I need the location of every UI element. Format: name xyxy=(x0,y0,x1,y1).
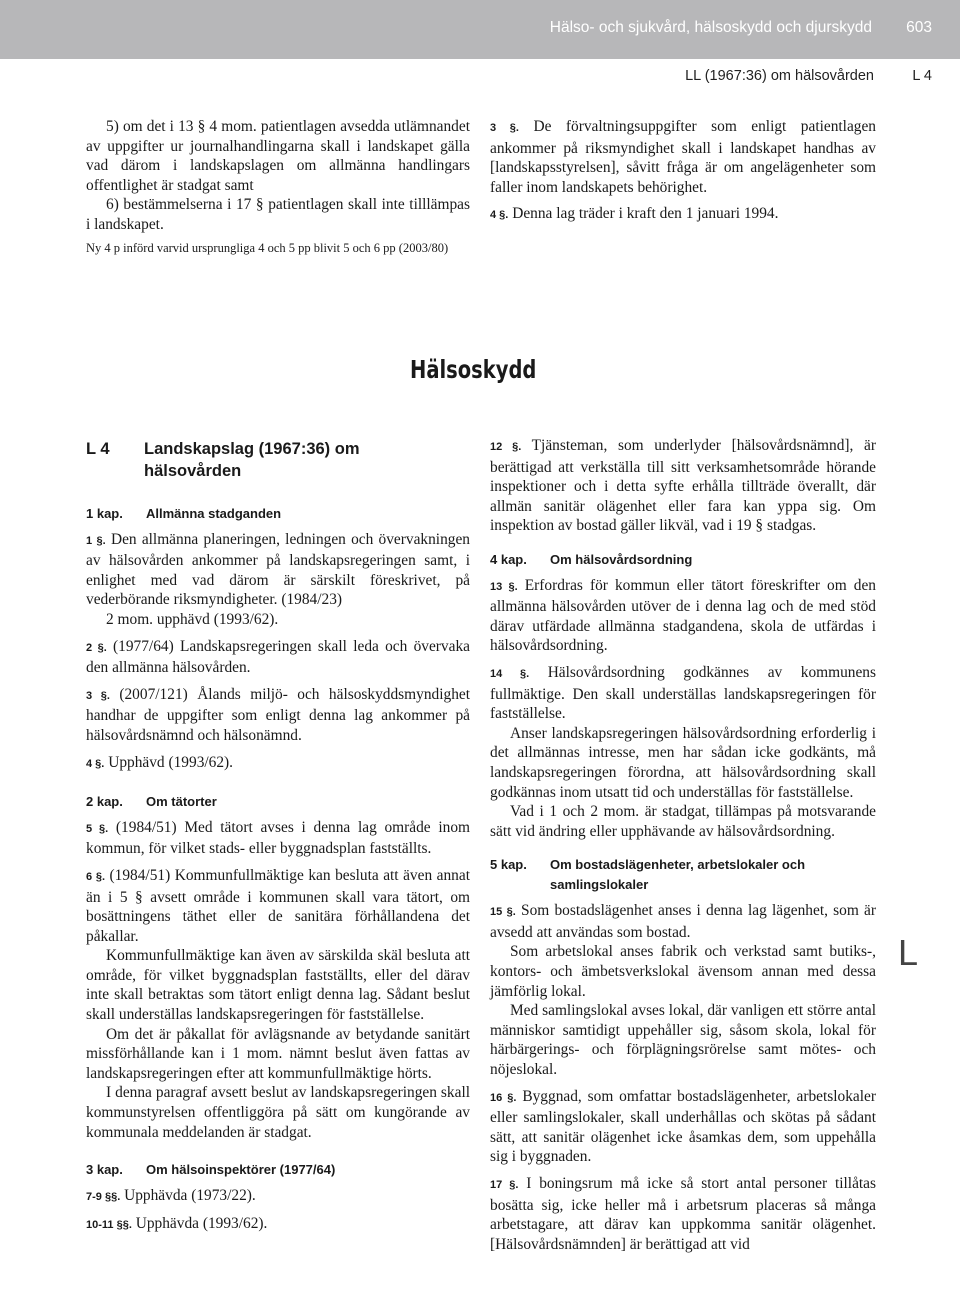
chapter-heading xyxy=(490,855,876,895)
text: Erfordras för kommun eller tätort föreskrifter om den allmänna hälsovården utöver de i denna lag och de med stöd därav utfärdade allmänna stadgandena, skola de utfärdas i hälsovårdsordning. xyxy=(490,576,877,655)
paragraph: Anser landskapsregeringen hälsovårdsordning erforderlig i det allmännas intresse, men har sådan icke godkänts, må landskapsregeringen förordna, att hälsovårdsordning skall godkännas inom utsatt tid och underställas för fastställelse. xyxy=(490,724,876,801)
top-right-column xyxy=(490,117,876,226)
paragraph: Kommunfullmäktige kan även av särskilda skäl besluta att område, för vilket byggnadsplan fastställts, eller del därav inte skall betraktas som tätort enligt denna lag. Sådant beslut skall underställas landskapsregeringen för fastställelse. xyxy=(86,947,470,1024)
section-number: 7-9 §§. xyxy=(86,1190,121,1203)
chapter-number: 2 kap. xyxy=(86,794,123,810)
text: Som bostadslägenhet anses i denna lag lägenhet, som är avsedd att användas som bostad. xyxy=(490,902,876,941)
spacer xyxy=(86,859,470,866)
paragraph: Om det är påkallat för avlägsnande av betydande sanitärt missförhållande kan i 1 mom. nämnt beslut även fattas av landskapsregeringen efter att kommunfullmäktige hörts. xyxy=(86,1025,470,1082)
section-6 xyxy=(86,866,470,946)
top-left-column xyxy=(86,117,470,258)
running-head: LL (1967:36) om hälsovården xyxy=(685,68,874,84)
left-column xyxy=(86,500,470,1236)
paragraph: Med samlingslokal avses lokal, där vanligen ett större antal människor samtidigt uppehåller sig, såsom skola, lokal för härbärgerings- och förplägningsrörelse samt mötes- och nöjeslokal. xyxy=(490,1002,876,1079)
text: Upphävd (1993/62). xyxy=(104,753,234,771)
law-heading xyxy=(86,438,384,482)
header-bar xyxy=(0,0,960,59)
text: Allmänna stadganden xyxy=(146,506,282,521)
section-number: 1 §. xyxy=(86,534,106,547)
text: Om hälsoinspektörer (1977/64) xyxy=(146,1162,336,1178)
text: (1977/64) Landskapsregeringen skall leda och övervaka den allmänna hälsovården. xyxy=(86,637,470,677)
text: Om tätorter xyxy=(146,794,217,810)
spacer xyxy=(86,630,470,637)
section-4 xyxy=(86,753,470,775)
section-3 xyxy=(490,117,876,197)
paragraph: Vad i 1 och 2 mom. är stadgat, tillämpas på motsvarande sätt vid ändring eller upphävande av hälsovårdsordning. xyxy=(490,803,876,840)
text: Tjänsteman, som underlyder [hälsovårdsnämnd], är berättigad att verkställa till sitt verksamhetsområde hörande inspektioner och i detta syfte erhålla tillträde överallt, där allmän sanitär olägenhet eller fara kan yppa sig. Om inspektion av bostad gäller likväl, vad i 19 § stadgas. xyxy=(490,437,876,535)
running-code: L 4 xyxy=(912,68,932,84)
spacer xyxy=(86,746,470,753)
spacer xyxy=(86,1207,470,1214)
spacer xyxy=(490,1080,876,1087)
sections-10-11 xyxy=(86,1214,470,1236)
chapter-heading xyxy=(490,550,876,570)
section-5 xyxy=(86,818,470,859)
section-number: 15 §. xyxy=(490,906,516,919)
section-3 xyxy=(86,685,470,746)
text: Om bostadslägenheter, arbetslokaler och samlingslokaler xyxy=(550,857,806,893)
section-title: Hälsoskydd xyxy=(410,355,537,384)
paragraph: 5) om det i 13 § 4 mom. patientlagen avsedda utlämnandet av uppgifter ur journalhandlingarna skall i landskapet gälla vad därom i landskapslagen om allmänna handlingars offentlighet är stadgat samt xyxy=(86,118,470,194)
section-number: 5 §. xyxy=(86,822,109,835)
section-number: 4 §. xyxy=(490,209,509,222)
law-title: Landskapslag (1967:36) om hälsovården xyxy=(144,440,360,480)
text: Om hälsovårdsordning xyxy=(550,551,693,567)
law-code: L 4 xyxy=(86,440,110,458)
section-14 xyxy=(490,663,876,724)
section-number: 6 §. xyxy=(86,870,106,883)
chapter-number: 3 kap. xyxy=(86,1162,123,1178)
amendment-note: Ny 4 p införd varvid ursprungliga 4 och 5 pp blivit 5 och 6 pp (2003/80) xyxy=(86,240,449,255)
section-number: 3 §. xyxy=(490,122,519,134)
section-number: 14 §. xyxy=(490,667,530,680)
spacer xyxy=(490,656,876,663)
section-number: 17 §. xyxy=(490,1179,519,1191)
text: Den allmänna planeringen, ledningen och övervakningen av hälsovården ankommer på landskapsregeringen samt, i enlighet med vad därom är särskilt föreskrivet, på vederbörande riksmyndigheter. (1984/23) xyxy=(86,530,470,609)
section-2 xyxy=(86,637,470,678)
section-number: 13 §. xyxy=(490,580,518,593)
section-number: 10-11 §§. xyxy=(86,1219,132,1232)
section-number: 2 §. xyxy=(86,641,107,654)
text: I boningsrum må icke så stort antal personer tillåtas bosätta sig, icke heller må i arbetsrum placeras så många arbetstagare, att därav kan uppkomma sanitär olägenhet. [Hälsovårdsnämnden] är berättigad att vid xyxy=(490,1175,876,1253)
section-number: 12 §. xyxy=(490,441,522,453)
spacer xyxy=(86,678,470,685)
chapter-number: 1 kap. xyxy=(86,506,123,521)
section-13 xyxy=(490,576,876,656)
paragraph: Som arbetslokal anses fabrik och verkstad samt butiks-, kontors- och ämbetsverkslokal ävensom annan med dessa jämförlig lokal. xyxy=(490,943,876,1000)
spacer xyxy=(490,197,876,204)
chapter-heading xyxy=(86,792,470,812)
spacer xyxy=(490,1167,876,1174)
header-title: Hälso- och sjukvård, hälsoskydd och djurskydd xyxy=(549,19,872,36)
section-text: De förvaltningsuppgifter som enligt patientlagen ankommer på riksmyndighet skall i landskapet handhas av [landskapsstyrelsen], såvitt fråga är om angelägenheter som faller inom landskapets behörighet. xyxy=(490,118,876,196)
sections-7-9 xyxy=(86,1186,470,1208)
text: (1984/51) Kommunfullmäktige kan besluta att även annat än i 5 § avsett område i kommunen skall vara tätort, om bosättningens täthet eller de sanitära förhållandena det påkallar. xyxy=(86,866,470,945)
section-1-mom2: 2 mom. upphävd (1993/62). xyxy=(106,610,279,628)
section-number: 16 §. xyxy=(490,1091,517,1104)
section-17 xyxy=(490,1174,876,1254)
text: (1984/51) Med tätort avses i denna lag område inom kommun, för vilket stads- eller byggnadsplan fastställts. xyxy=(86,818,470,858)
section-12 xyxy=(490,436,876,536)
paragraph: 6) bestämmelserna i 17 § patientlagen skall inte tilllämpas i landskapet. xyxy=(86,196,470,233)
text: Byggnad, som omfattar bostadslägenheter, arbetslokaler eller samlingslokaler, skall underhållas och skötas på sådant sätt, att sanitär olägenhet icke åsamkas dem, som uppehålla sig i byggnaden. xyxy=(490,1087,876,1166)
right-column xyxy=(490,436,876,1254)
section-number: 3 §. xyxy=(86,689,110,702)
text: Upphävda (1993/62). xyxy=(131,1215,268,1233)
paragraph: I denna paragraf avsett beslut av landskapsregeringen skall kommunstyrelsen offentliggöra på sätt om kungörande av kommunala meddelanden är stadgat. xyxy=(86,1084,470,1141)
section-4 xyxy=(490,204,876,226)
side-tab-letter: L xyxy=(898,932,919,973)
chapter-number: 4 kap. xyxy=(490,551,527,567)
section-number: 4 §. xyxy=(86,757,105,770)
chapter-heading xyxy=(86,1160,470,1180)
text: Hälsovårdsordning godkännes av kommunens fullmäktige. Den skall underställas landskapsregeringen för fastställelse. xyxy=(490,663,876,723)
section-1 xyxy=(86,530,470,610)
text: (2007/121) Ålands miljö- och hälsoskyddsmyndighet handhar de uppgifter som enligt denna lag ankommer på hälsovårdsnämnd och hälsonämnd. xyxy=(86,685,470,744)
section-15 xyxy=(490,901,876,942)
section-text: Denna lag träder i kraft den 1 januari 1994. xyxy=(508,205,779,223)
chapter-number: 5 kap. xyxy=(490,857,527,873)
chapter-heading xyxy=(86,504,470,524)
section-16 xyxy=(490,1087,876,1167)
page-number: 603 xyxy=(906,19,932,36)
text: Upphävda (1973/22). xyxy=(120,1186,256,1204)
